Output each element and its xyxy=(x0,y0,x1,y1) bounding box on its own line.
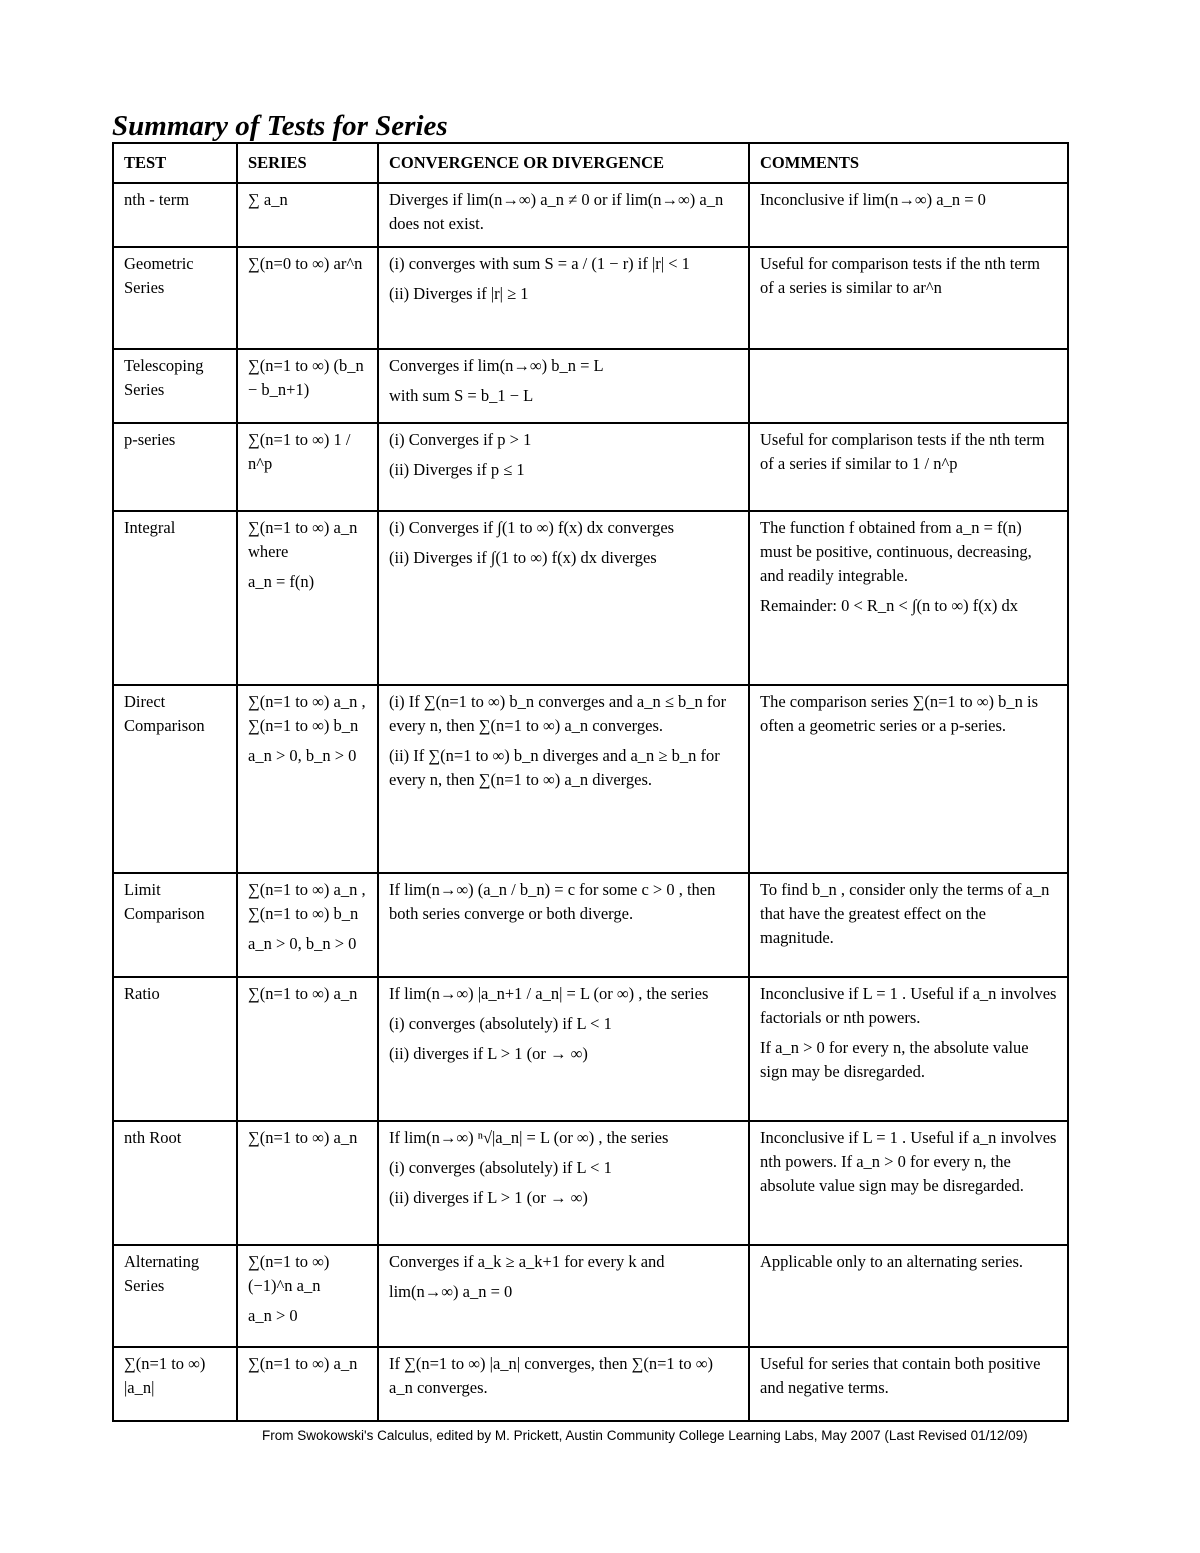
header-test: TEST xyxy=(113,143,237,183)
convergence-line: (ii) diverges if L > 1 (or → ∞) xyxy=(389,1188,588,1207)
convergence-line: (i) Converges if p > 1 xyxy=(389,430,532,449)
series-cell xyxy=(237,977,378,1121)
convergence-line: If lim(n→∞) |a_n+1 / a_n| = L (or ∞) , the series xyxy=(389,984,709,1003)
convergence-cell xyxy=(378,1347,749,1421)
convergence-line: with sum S = b_1 − L xyxy=(389,386,534,405)
series-cell xyxy=(237,1245,378,1347)
test-name: Limit Comparison xyxy=(113,873,237,977)
series-line: ∑(n=1 to ∞) a_n xyxy=(248,984,358,1003)
table-row xyxy=(113,423,1068,511)
series-line: ∑(n=1 to ∞) 1 / n^p xyxy=(248,430,351,473)
series-line: ∑ a_n xyxy=(248,190,288,209)
test-name: Alternating Series xyxy=(113,1245,237,1347)
series-cell xyxy=(237,511,378,685)
comment-line: Useful for comparison tests if the nth term of a series is similar to ar^n xyxy=(760,254,1040,297)
convergence-cell xyxy=(378,977,749,1121)
convergence-cell xyxy=(378,183,749,247)
source-footer: From Swokowski's Calculus, edited by M. Prickett, Austin Community College Learning Labs, May 2007 (Last Revised 01/12/09) xyxy=(262,1428,1028,1443)
test-name: Direct Comparison xyxy=(113,685,237,873)
convergence-line: If lim(n→∞) ⁿ√|a_n| = L (or ∞) , the series xyxy=(389,1128,669,1147)
convergence-line: (i) Converges if ∫(1 to ∞) f(x) dx converges xyxy=(389,518,675,537)
test-name: p-series xyxy=(113,423,237,511)
series-line: ∑(n=0 to ∞) ar^n xyxy=(248,254,363,273)
convergence-cell xyxy=(378,349,749,423)
series-cell xyxy=(237,247,378,349)
series-line: ∑(n=1 to ∞) (−1)^n a_n xyxy=(248,1252,330,1295)
table-row xyxy=(113,511,1068,685)
series-line: ∑(n=1 to ∞) a_n where xyxy=(248,518,358,561)
comment-line: If a_n > 0 for every n, the absolute value sign may be disregarded. xyxy=(760,1038,1029,1081)
convergence-cell xyxy=(378,873,749,977)
series-line: ∑(n=1 to ∞) a_n , ∑(n=1 to ∞) b_n xyxy=(248,692,366,735)
comment-line: The function f obtained from a_n = f(n) must be positive, continuous, decreasing, and readily integrable. xyxy=(760,518,1032,585)
series-line: a_n > 0, b_n > 0 xyxy=(248,934,357,953)
table-row xyxy=(113,685,1068,873)
comment-line: Inconclusive if L = 1 . Useful if a_n involves nth powers. If a_n > 0 for every n, the absolute value sign may be disregarded. xyxy=(760,1128,1057,1195)
table-header-row xyxy=(113,143,1068,183)
convergence-line: (i) converges (absolutely) if L < 1 xyxy=(389,1014,612,1033)
convergence-line: Converges if a_k ≥ a_k+1 for every k and xyxy=(389,1252,665,1271)
series-tests-table xyxy=(112,142,1069,1422)
convergence-line: (i) converges (absolutely) if L < 1 xyxy=(389,1158,612,1177)
convergence-cell xyxy=(378,511,749,685)
convergence-line: Converges if lim(n→∞) b_n = L xyxy=(389,356,604,375)
series-cell xyxy=(237,183,378,247)
convergence-line: If ∑(n=1 to ∞) |a_n| converges, then ∑(n=1 to ∞) a_n converges. xyxy=(389,1354,713,1397)
comment-line: The comparison series ∑(n=1 to ∞) b_n is often a geometric series or a p-series. xyxy=(760,692,1038,735)
convergence-line: Diverges if lim(n→∞) a_n ≠ 0 or if lim(n→∞) a_n does not exist. xyxy=(389,190,724,233)
comments-cell xyxy=(749,423,1068,511)
comments-cell xyxy=(749,685,1068,873)
table-row xyxy=(113,183,1068,247)
table-row xyxy=(113,977,1068,1121)
header-comments: COMMENTS xyxy=(749,143,1068,183)
convergence-line: lim(n→∞) a_n = 0 xyxy=(389,1282,513,1301)
convergence-line: If lim(n→∞) (a_n / b_n) = c for some c > 0 , then both series converge or both diverge. xyxy=(389,880,716,923)
comments-cell xyxy=(749,1121,1068,1245)
comment-line: Applicable only to an alternating series. xyxy=(760,1252,1024,1271)
convergence-line: (i) converges with sum S = a / (1 − r) if |r| < 1 xyxy=(389,254,690,273)
comment-line: Inconclusive if L = 1 . Useful if a_n involves factorials or nth powers. xyxy=(760,984,1057,1027)
series-cell xyxy=(237,423,378,511)
comments-cell xyxy=(749,873,1068,977)
series-cell xyxy=(237,1121,378,1245)
comments-cell xyxy=(749,511,1068,685)
test-name: ∑(n=1 to ∞) |a_n| xyxy=(113,1347,237,1421)
convergence-cell xyxy=(378,1121,749,1245)
header-convergence: CONVERGENCE OR DIVERGENCE xyxy=(378,143,749,183)
series-line: ∑(n=1 to ∞) a_n , ∑(n=1 to ∞) b_n xyxy=(248,880,366,923)
test-name: Geometric Series xyxy=(113,247,237,349)
series-line: a_n = f(n) xyxy=(248,572,315,591)
series-line: a_n > 0 xyxy=(248,1306,298,1325)
table-row xyxy=(113,349,1068,423)
convergence-cell xyxy=(378,1245,749,1347)
series-line: a_n > 0, b_n > 0 xyxy=(248,746,357,765)
comment-line: Useful for series that contain both positive and negative terms. xyxy=(760,1354,1041,1397)
table-row xyxy=(113,1347,1068,1421)
header-series: SERIES xyxy=(237,143,378,183)
comments-cell xyxy=(749,977,1068,1121)
comments-cell xyxy=(749,1347,1068,1421)
test-name: Integral xyxy=(113,511,237,685)
comment-line: To find b_n , consider only the terms of a_n that have the greatest effect on the magnitude. xyxy=(760,880,1050,947)
series-line: ∑(n=1 to ∞) (b_n − b_n+1) xyxy=(248,356,364,399)
convergence-line: (i) If ∑(n=1 to ∞) b_n converges and a_n ≤ b_n for every n, then ∑(n=1 to ∞) a_n converges. xyxy=(389,692,727,735)
series-cell xyxy=(237,685,378,873)
comment-line: Useful for complarison tests if the nth term of a series if similar to 1 / n^p xyxy=(760,430,1045,473)
comments-cell xyxy=(749,349,1068,423)
convergence-line: (ii) diverges if L > 1 (or → ∞) xyxy=(389,1044,588,1063)
test-name: nth Root xyxy=(113,1121,237,1245)
table-row xyxy=(113,1121,1068,1245)
series-cell xyxy=(237,349,378,423)
series-line: ∑(n=1 to ∞) a_n xyxy=(248,1128,358,1147)
test-name: nth - term xyxy=(113,183,237,247)
comments-cell xyxy=(749,247,1068,349)
convergence-cell xyxy=(378,685,749,873)
table-row xyxy=(113,1245,1068,1347)
table-row xyxy=(113,873,1068,977)
test-name: Telescoping Series xyxy=(113,349,237,423)
convergence-line: (ii) Diverges if ∫(1 to ∞) f(x) dx diverges xyxy=(389,548,657,567)
convergence-cell xyxy=(378,247,749,349)
comments-cell xyxy=(749,183,1068,247)
page-title: Summary of Tests for Series xyxy=(112,110,448,142)
comment-line: Remainder: 0 < R_n < ∫(n to ∞) f(x) dx xyxy=(760,596,1019,615)
convergence-cell xyxy=(378,423,749,511)
series-line: ∑(n=1 to ∞) a_n xyxy=(248,1354,358,1373)
convergence-line: (ii) Diverges if p ≤ 1 xyxy=(389,460,525,479)
comment-line: Inconclusive if lim(n→∞) a_n = 0 xyxy=(760,190,986,209)
comments-cell xyxy=(749,1245,1068,1347)
series-cell xyxy=(237,1347,378,1421)
series-cell xyxy=(237,873,378,977)
convergence-line: (ii) Diverges if |r| ≥ 1 xyxy=(389,284,529,303)
test-name: Ratio xyxy=(113,977,237,1121)
table-row xyxy=(113,247,1068,349)
convergence-line: (ii) If ∑(n=1 to ∞) b_n diverges and a_n ≥ b_n for every n, then ∑(n=1 to ∞) a_n diverges. xyxy=(389,746,720,789)
